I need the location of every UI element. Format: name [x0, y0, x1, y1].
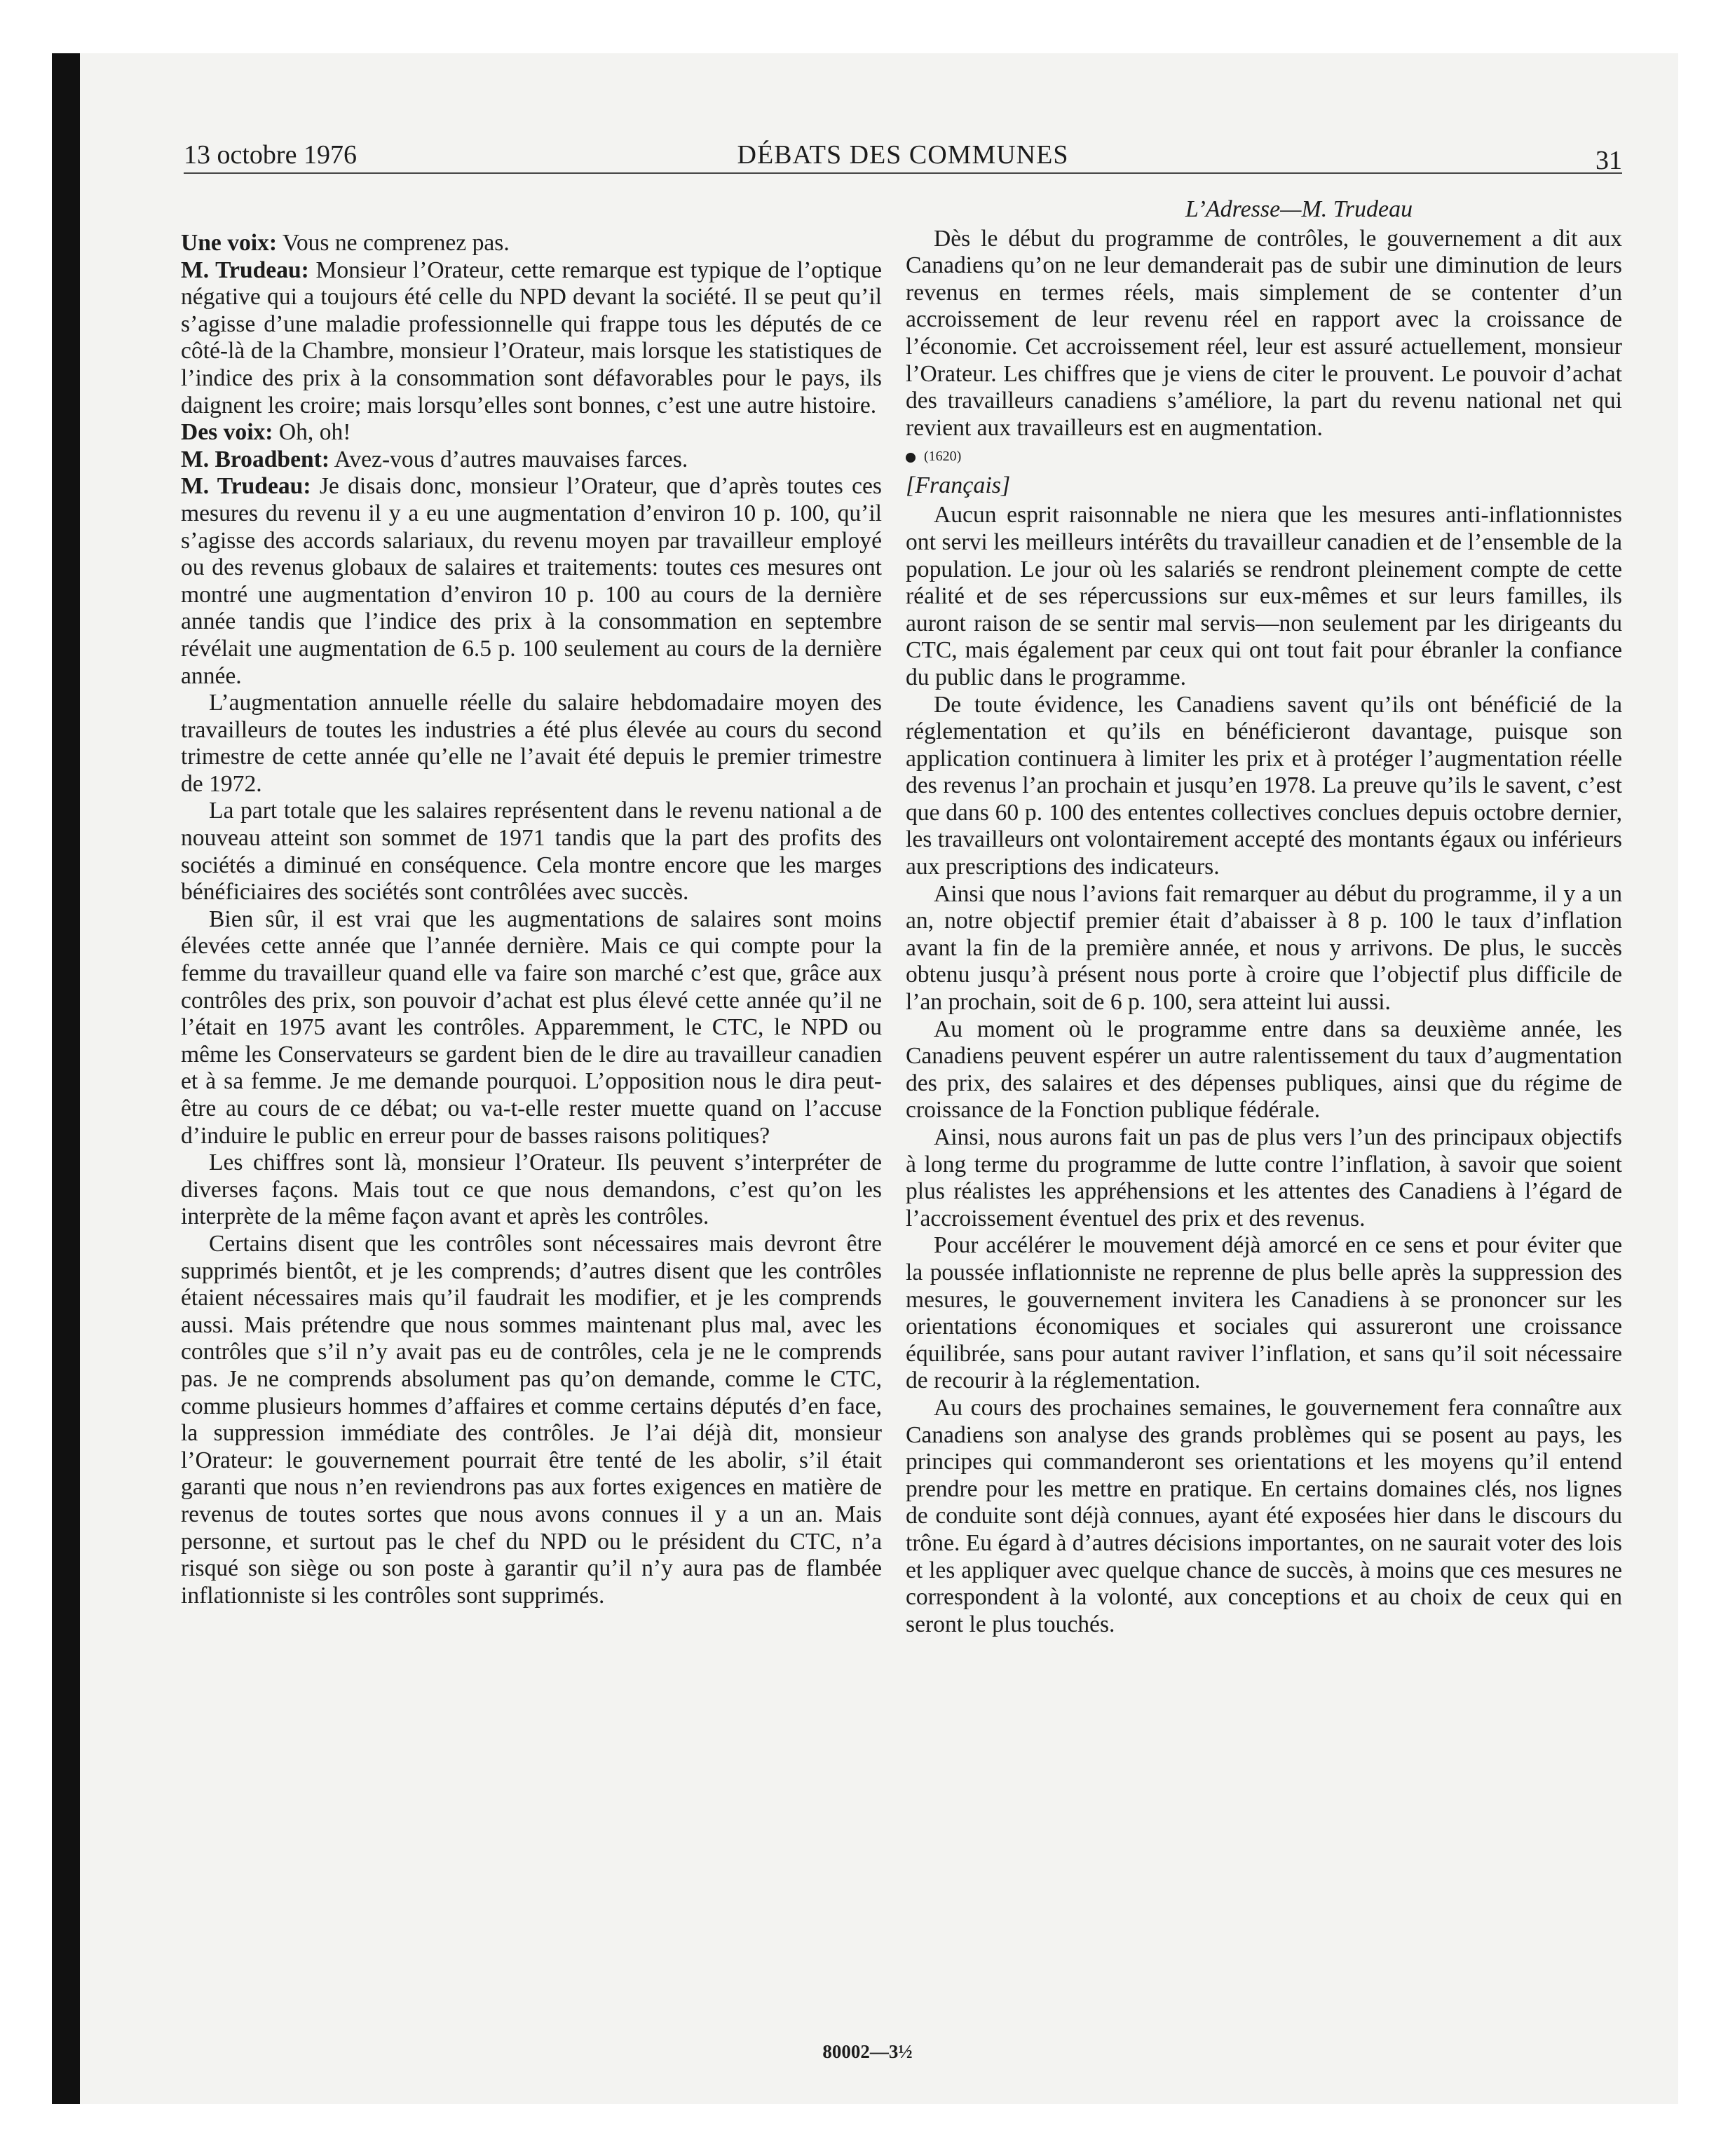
speaker-name: M. Broadbent:	[181, 446, 330, 472]
paragraph-text: Les chiffres sont là, monsieur l’Orateur. Ils peuvent s’interpréter de diverses façons. Mais tout ce que nous demandons, c’est qu’on les interprète de la même façon avant et après les contrôles.	[181, 1149, 882, 1230]
paragraph-text: Certains disent que les contrôles sont nécessaires mais devront être supprimés bientôt, et je les comprends; d’autres disent que les contrôles étaient nécessaires mais qu’il faudrait les modifier, et je les comprends aussi. Mais prétendre que nous sommes maintenant plus mal, avec les contrôles que s’il n’y avait pas eu de contrôles, cela je ne le comprends pas. Je ne comprends absolument pas qu’on demande, comme le CTC, comme plusieurs hommes d’affaires et comme certains députés d’en face, la suppression immédiate des contrôles. Je l’ai déjà dit, monsieur l’Orateur: le gouvernement pourrait être tenté de les abolir, s’il était garanti que nous n’en reviendrons pas aux fortes exigences en matière de revenus de toutes sortes que nous avons connues il y a un an. Mais personne, et surtout pas le chef du NPD ou le président du CTC, n’a risqué son siège ou son poste à garantir qu’il n’y aura pas de flambée inflationniste si les contrôles sont supprimés.	[181, 1230, 882, 1609]
paragraph: Au cours des prochaines semaines, le gouvernement fera connaître aux Canadiens son analyse des grands problèmes qui se posent au pays, les principes qui commanderont ses orientations et les moyens qu’il entend prendre pour les mettre en pratique. En certains domaines clés, nos lignes de conduite sont déjà connues, ayant été exposées hier dans le discours du trône. Eu égard à d’autres décisions importantes, on ne saurait voter des lois et les appliquer avec quelque chance de succès, à moins que ces mesures ne correspondent à la volonté, aux conceptions et au choix de ceux qui en seront le plus touchés.	[906, 1394, 1622, 1637]
paragraph-text: Oh, oh!	[273, 419, 351, 446]
paragraph	[181, 798, 882, 906]
time-marker	[906, 444, 1622, 468]
paragraph: Au moment où le programme entre dans sa deuxième année, les Canadiens peuvent espérer un autre ralentissement du taux d’augmentation des prix, des salaires et des dépenses publiques, ainsi que du régime de croissance de la Fonction publique fédérale.	[906, 1016, 1622, 1124]
paragraph-text: Vous ne comprenez pas.	[277, 230, 510, 256]
paragraph-text: L’augmentation annuelle réelle du salaire hebdomadaire moyen des travailleurs de toutes les industries a été plus élevée au cours du second trimestre de cette année qu’elle ne l’avait été depuis le premier trimestre de 1972.	[181, 690, 882, 797]
paragraph: Pour accélérer le mouvement déjà amorcé en ce sens et pour éviter que la poussée inflationniste ne reprenne de plus belle après la suppression des mesures, le gouvernement invitera les Canadiens à se prononcer sur les orientations économiques et sociales qui assureront une croissance équilibrée, sans pour autant raviver l’inflation, et sans qu’il soit nécessaire de recourir à la réglementation.	[906, 1232, 1622, 1394]
paragraph-text: Avez-vous d’autres mauvaises farces.	[329, 446, 688, 472]
paragraph: Ainsi, nous aurons fait un pas de plus vers l’un des principaux objectifs à long terme du programme de lutte contre l’inflation, à savoir que soient plus réalistes les appréhensions et les attentes des Canadiens à l’égard de l’accroissement éventuel des prix et des revenus.	[906, 1124, 1622, 1231]
paragraph	[181, 446, 882, 474]
page-header	[184, 137, 1622, 175]
header-date: 13 octobre 1976	[184, 140, 357, 170]
right-column	[906, 196, 1622, 1638]
paragraph	[181, 230, 882, 257]
paragraph: De toute évidence, les Canadiens savent qu’ils ont bénéficié de la réglementation et qu’ils en bénéficieront davantage, puisque son application continuera à limiter les prix et à protéger l’augmentation réelle des revenus l’an prochain et jusqu’en 1978. La preuve qu’ils le savent, c’est que dans 60 p. 100 des ententes collectives conclues depuis octobre dernier, les travailleurs ont volontairement accepté des montants égaux ou inférieurs aux prescriptions des indicateurs.	[906, 691, 1622, 880]
paragraph-text: Monsieur l’Orateur, cette remarque est typique de l’optique négative qui a toujours été celle du NPD devant la société. Il se peut qu’il s’agisse d’une maladie professionnelle qui frappe tous les députés de ce côté-là de la Chambre, monsieur l’Orateur, mais lorsque les statistiques de l’indice des prix à la consommation sont défavorables pour le pays, ils daignent les croire; mais lorsqu’elles sont bonnes, c’est une autre histoire.	[181, 257, 882, 418]
paragraph: Dès le début du programme de contrôles, le gouvernement a dit aux Canadiens qu’on ne leur demanderait pas de subir une diminution de leurs revenus en termes réels, mais simplement de se contenter d’un accroissement de leur revenu réel en rapport avec la croissance de l’économie. Cet accroissement réel, leur est assuré actuellement, monsieur l’Orateur. Les chiffres que je viens de citer le prouvent. Le pouvoir d’achat des travailleurs canadiens s’améliore, la part du revenu national net qui revient aux travailleurs est en augmentation.	[906, 225, 1622, 441]
paragraph-text: Bien sûr, il est vrai que les augmentations de salaires sont moins élevées cette année que l’année dernière. Mais ce qui compte pour la femme du travailleur quand elle va faire son marché c’est que, grâce aux contrôles des prix, son pouvoir d’achat est plus élevé cette année qu’il ne l’était en 1975 avant les contrôles. Apparemment, le CTC, le NPD ou même les Conservateurs se gardent bien de le dire au travailleur canadien et à sa femme. Je me demande pourquoi. L’opposition nous le dira peut-être au cours de ce débat; ou va-t-elle rester muette quand on l’accuse d’induire le public en erreur pour de basses raisons politiques?	[181, 906, 882, 1149]
page-footer: 80002—3½	[822, 2041, 913, 2062]
header-rule	[184, 172, 1622, 174]
paragraph	[181, 906, 882, 1149]
bullet-icon	[906, 453, 916, 463]
page-number: 31	[1595, 146, 1622, 175]
header-title: DÉBATS DES COMMUNES	[737, 140, 1069, 170]
paragraph	[181, 1149, 882, 1231]
paragraph	[181, 257, 882, 420]
paragraph	[181, 1231, 882, 1609]
paragraph: Aucun esprit raisonnable ne niera que les mesures anti-inflationnistes ont servi les meilleurs intérêts du travailleur canadien et de l’ensemble de la population. Le jour où les salariés se rendront pleinement compte de cette réalité et de ses répercussions sur eux-mêmes et sur leurs familles, ils auront raison de se sentir mal servis—non seulement par les dirigeants du CTC, mais également par ceux qui ont tout fait pour ébranler la confiance du public dans le programme.	[906, 502, 1622, 690]
paragraph	[181, 419, 882, 446]
speaker-name: Des voix:	[181, 419, 273, 446]
speaker-name: M. Trudeau:	[181, 257, 309, 283]
time-marker-text: (1620)	[924, 449, 962, 465]
paragraph: Ainsi que nous l’avions fait remarquer au début du programme, il y a un an, notre objectif premier était d’abaisser à 8 p. 100 le taux d’inflation avant la fin de la première année, et nous y arrivons. De plus, le succès obtenu jusqu’à présent nous porte à croire que l’objectif plus difficile de l’an prochain, soit de 6 p. 100, sera atteint lui aussi.	[906, 880, 1622, 1016]
paragraph	[181, 473, 882, 690]
paragraph-text: La part totale que les salaires représentent dans le revenu national a de nouveau atteint son sommet de 1971 tandis que la part des profits des sociétés a diminué en conséquence. Cela montre encore que les marges bénéficiaires des sociétés sont contrôlées avec succès.	[181, 798, 882, 906]
speaker-name: M. Trudeau:	[181, 473, 311, 500]
paragraph	[181, 690, 882, 798]
speaker-name: Une voix:	[181, 230, 278, 256]
language-marker: [Français]	[906, 472, 1011, 499]
paragraph-text: Je disais donc, monsieur l’Orateur, que d’après toutes ces mesures du revenu il y a eu une augmentation d’environ 10 p. 100, qu’il s’agisse des accords salariaux, du revenu moyen par travailleur employé ou des revenus globaux de salaires et traitements: toutes ces mesures ont montré une augmentation d’environ 10 p. 100 au cours de la dernière année tandis que l’indice des prix à la consommation en septembre révélait une augmentation de 6.5 p. 100 seulement au cours de la dernière année.	[181, 473, 882, 689]
left-column	[181, 230, 882, 1609]
scan-edge	[52, 53, 80, 2104]
running-head: L’Adresse—M. Trudeau	[1185, 196, 1413, 222]
